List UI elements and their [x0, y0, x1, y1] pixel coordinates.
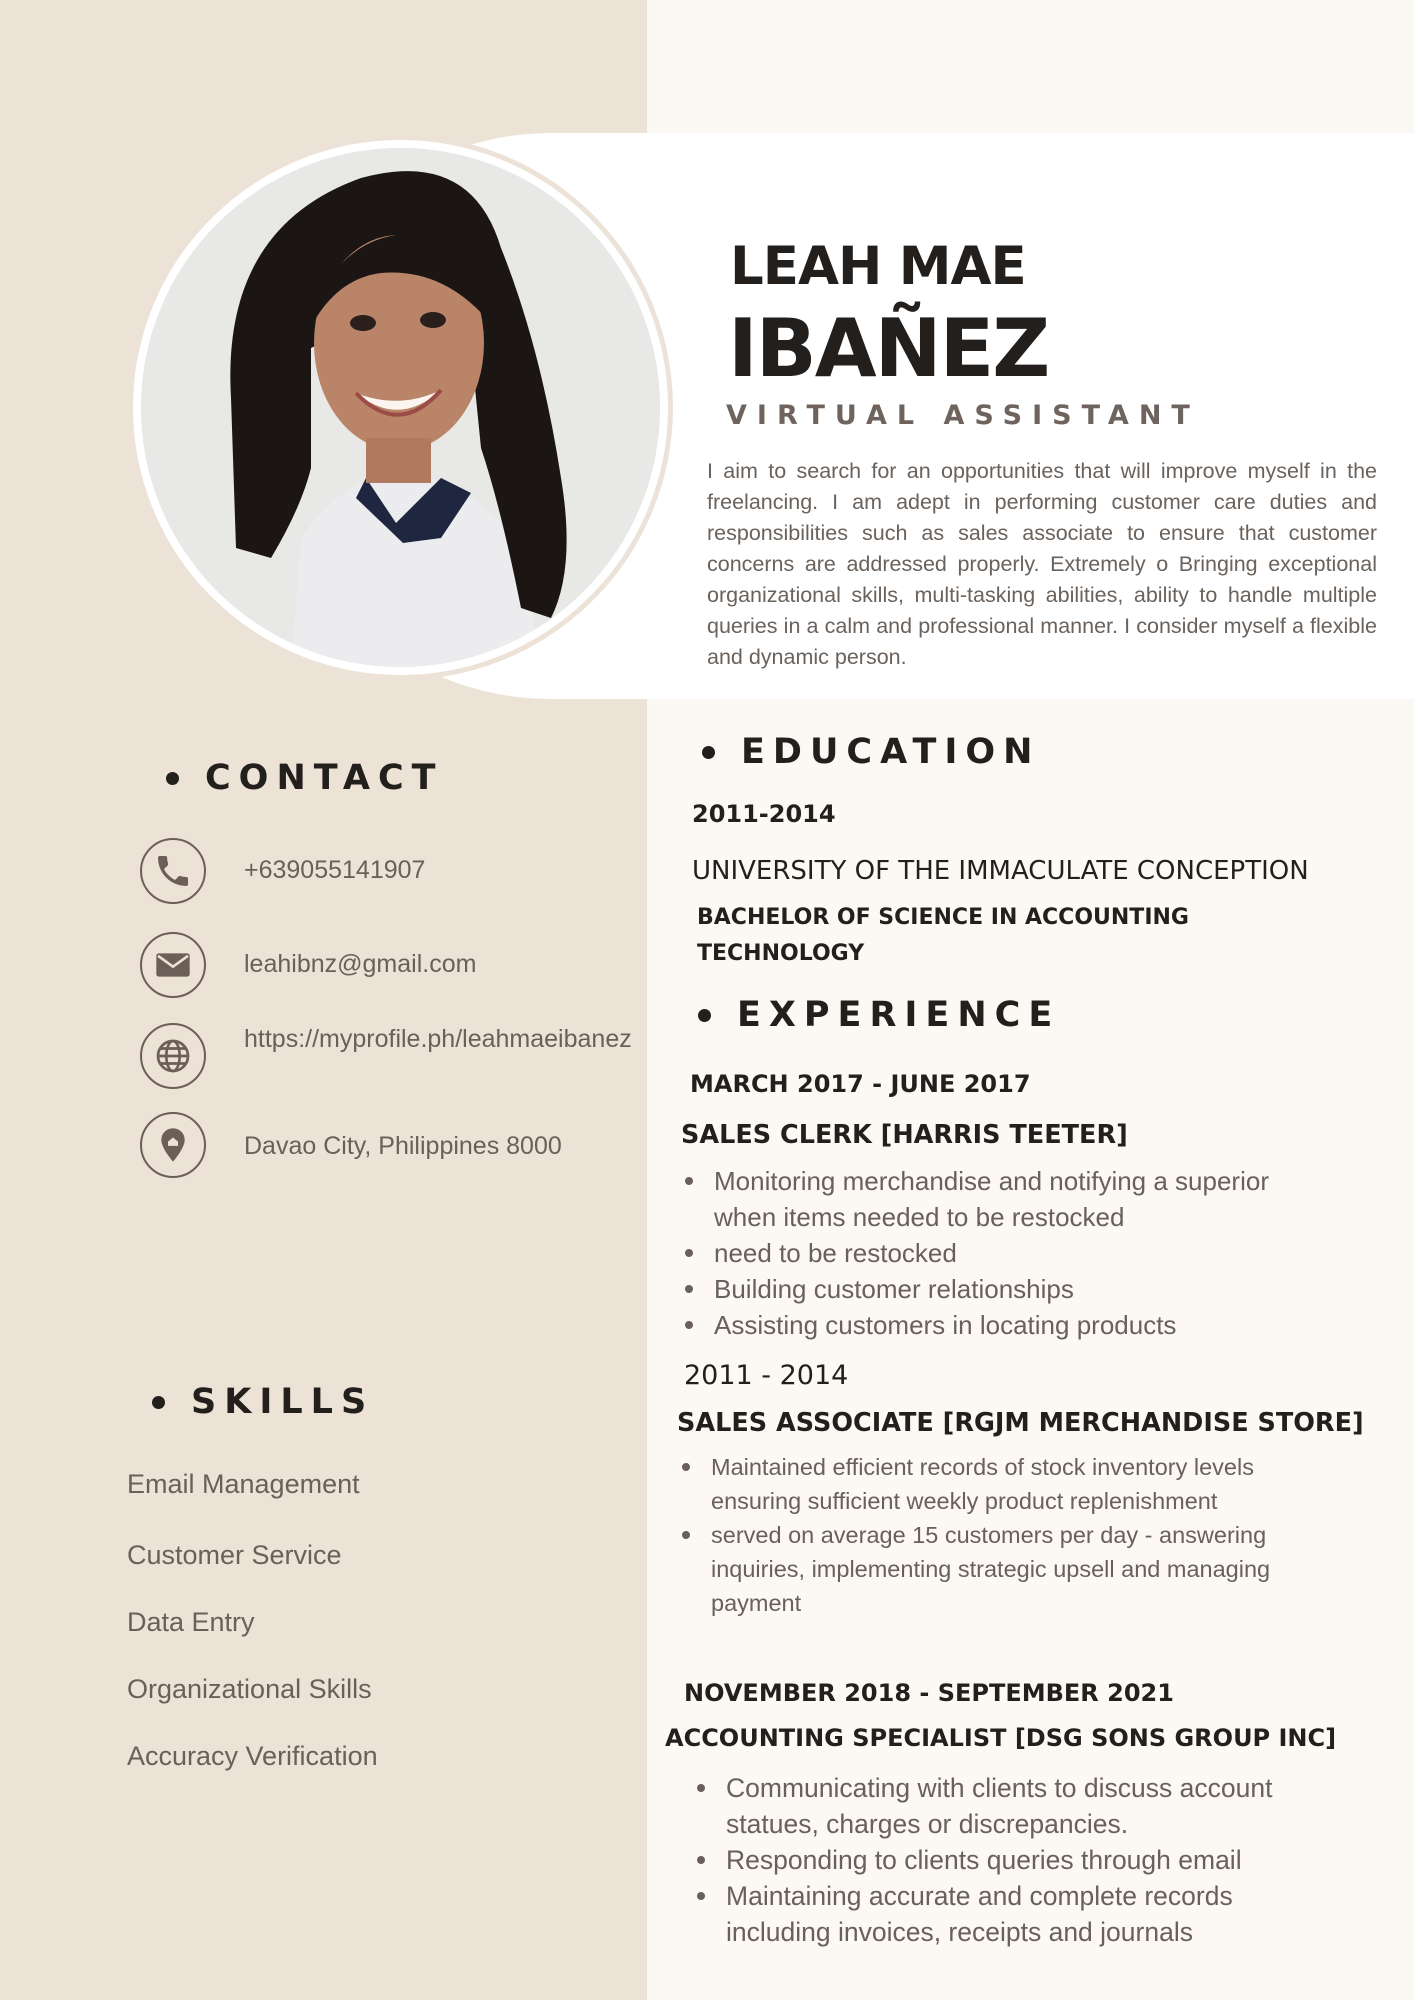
list-item: Building customer relationships: [683, 1271, 1323, 1307]
skills-heading-label: SKILLS: [191, 1382, 375, 1422]
skill-item: Accuracy Verification: [127, 1741, 378, 1771]
skill-item: Customer Service: [127, 1540, 342, 1570]
education-years: 2011-2014: [692, 800, 836, 828]
heading-bullet: [152, 1396, 165, 1409]
education-heading-label: EDUCATION: [741, 732, 1041, 772]
globe-icon: [140, 1023, 206, 1089]
job-dates: MARCH 2017 - JUNE 2017: [690, 1070, 1031, 1098]
job-dates: NOVEMBER 2018 - SEPTEMBER 2021: [684, 1679, 1174, 1707]
location-pin-icon: [140, 1112, 206, 1178]
job-role: SALES ASSOCIATE [RGJM MERCHANDISE STORE]: [677, 1408, 1364, 1438]
job-role: ACCOUNTING SPECIALIST [DSG SONS GROUP INC]: [665, 1724, 1337, 1752]
contact-phone[interactable]: [140, 838, 634, 904]
profile-summary: I aim to search for an opportunities that will improve myself in the freelancing. I am adept in performing customer care duties and responsibilities such as sales associate to ensure that customer concerns are addressed properly. Extremely o Bringing exceptional organizational skills, multi-tasking abilities, ability to handle multiple queries in a calm and professional manner. I consider myself a flexible and dynamic person.: [707, 459, 1377, 669]
first-name: LEAH MAE: [730, 236, 1026, 297]
contact-email[interactable]: [140, 932, 634, 998]
job-duties-list: [680, 1450, 1280, 1620]
heading-bullet: [698, 1009, 711, 1022]
phone-icon: [140, 838, 206, 904]
job-duties-list: [683, 1163, 1323, 1343]
website-text: https://myprofile.ph/leahmaeibanez: [244, 1025, 632, 1053]
job-dates: 2011 - 2014: [684, 1360, 849, 1391]
education-heading: [702, 732, 1040, 772]
job-title: VIRTUAL ASSISTANT: [726, 400, 1200, 431]
phone-text: +639055141907: [244, 856, 426, 884]
list-item: Responding to clients queries through email: [695, 1842, 1335, 1878]
education-degree: BACHELOR OF SCIENCE IN ACCOUNTING TECHNOLOGY: [697, 905, 1189, 966]
list-item: Maintaining accurate and complete records including invoices, receipts and journals: [695, 1878, 1335, 1950]
email-text: leahibnz@gmail.com: [244, 950, 477, 978]
skills-heading: [152, 1382, 374, 1422]
heading-bullet: [166, 772, 179, 785]
list-item: Maintained efficient records of stock inventory levels ensuring sufficient weekly product replenishment: [680, 1450, 1280, 1518]
list-item: Communicating with clients to discuss account statues, charges or discrepancies.: [695, 1770, 1335, 1842]
address-text: Davao City, Philippines 8000: [244, 1132, 562, 1160]
contact-website[interactable]: [140, 1023, 634, 1089]
experience-heading-label: EXPERIENCE: [737, 995, 1061, 1035]
list-item: Monitoring merchandise and notifying a superior when items needed to be restocked: [683, 1163, 1323, 1235]
experience-heading: [698, 995, 1060, 1035]
email-icon: [140, 932, 206, 998]
last-name: IBAÑEZ: [728, 302, 1049, 395]
contact-address: [140, 1112, 634, 1178]
job-role: SALES CLERK [HARRIS TEETER]: [681, 1120, 1128, 1150]
skill-item: Organizational Skills: [127, 1674, 372, 1704]
skill-item: Email Management: [127, 1469, 360, 1499]
job-duties-list: [695, 1770, 1335, 1950]
contact-heading: [166, 758, 444, 798]
list-item: Assisting customers in locating products: [683, 1307, 1323, 1343]
heading-bullet: [702, 746, 715, 759]
skill-item: Data Entry: [127, 1607, 255, 1637]
contact-heading-label: CONTACT: [205, 758, 444, 798]
list-item: served on average 15 customers per day - answering inquiries, implementing strategic upsell and managing payment: [680, 1518, 1280, 1620]
profile-photo: [141, 148, 660, 667]
education-school: UNIVERSITY OF THE IMMACULATE CONCEPTION: [692, 856, 1309, 886]
list-item: need to be restocked: [683, 1235, 1323, 1271]
